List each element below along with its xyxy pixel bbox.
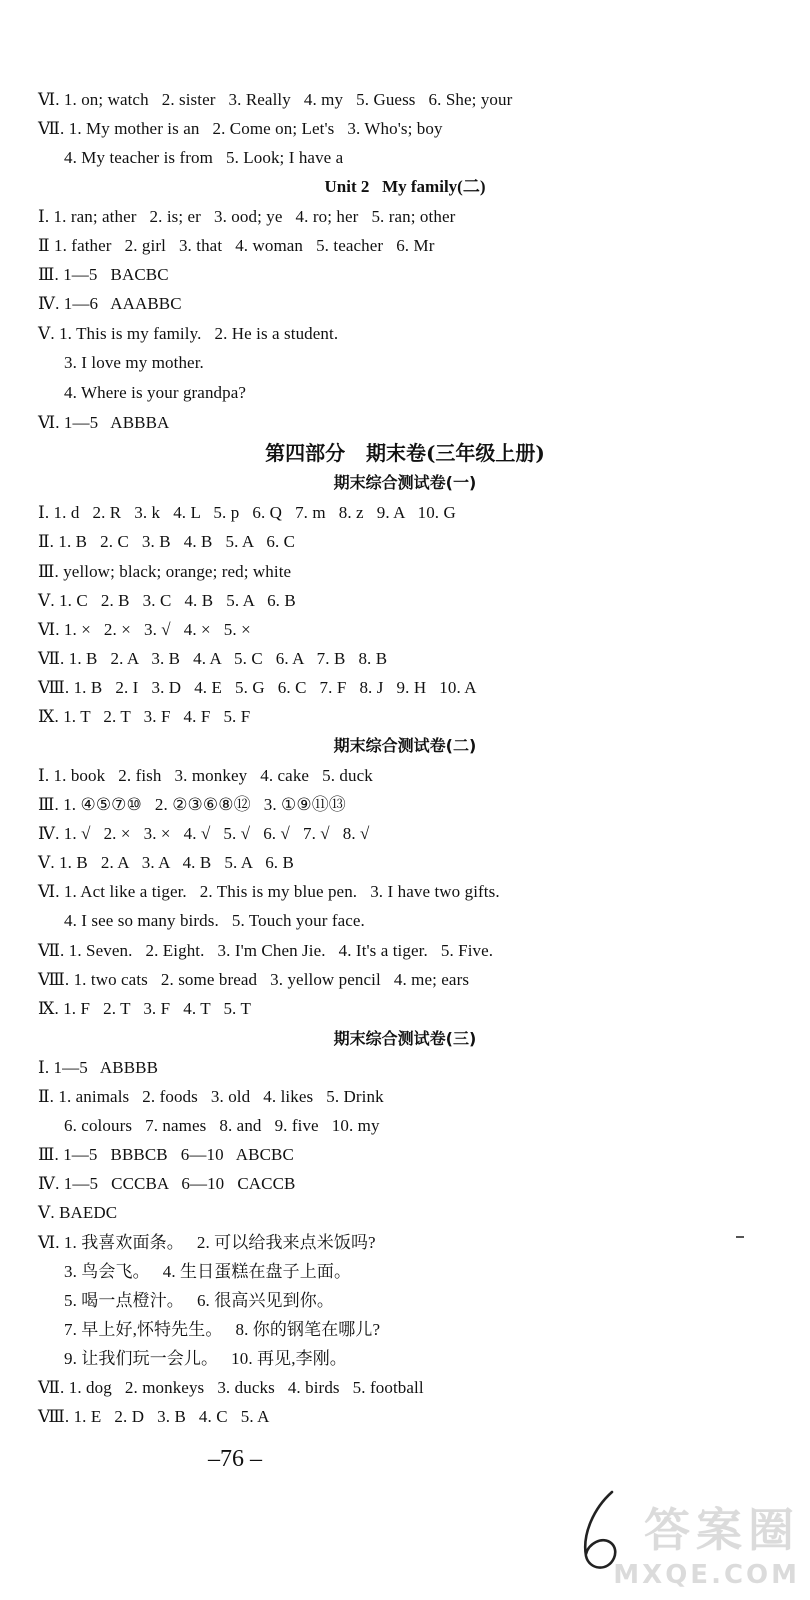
watermark-logo: 答案圈 xyxy=(644,1503,800,1557)
answer-line: 3. I love my mother. xyxy=(64,353,204,372)
answer-line: 4. My teacher is from 5. Look; I have a xyxy=(64,148,344,167)
answer-line: Ⅶ. 1. dog 2. monkeys 3. ducks 4. birds 5. football xyxy=(38,1378,424,1397)
watermark-url: MXQE.COM xyxy=(613,1560,800,1590)
answer-line: Ⅴ. 1. B 2. A 3. A 4. B 5. A 6. B xyxy=(38,853,294,872)
answer-line: Ⅵ. 1. × 2. × 3. √ 4. × 5. × xyxy=(38,620,251,639)
answer-line: 6. colours 7. names 8. and 9. five 10. my xyxy=(64,1116,380,1135)
answer-line: Ⅶ. 1. B 2. A 3. B 4. A 5. C 6. A 7. B 8. B xyxy=(38,649,388,668)
answer-line: Ⅰ. 1. book 2. fish 3. monkey 4. cake 5. duck xyxy=(38,766,373,785)
page-number: –76 – xyxy=(208,1446,262,1472)
answer-line: Ⅴ. 1. This is my family. 2. He is a student. xyxy=(38,324,339,343)
answer-line: Ⅷ. 1. two cats 2. some bread 3. yellow pencil 4. me; ears xyxy=(38,970,470,989)
answer-line: Ⅱ. 1. animals 2. foods 3. old 4. likes 5. Drink xyxy=(38,1087,384,1106)
answer-line: 7. 早上好,怀特先生。 8. 你的钢笔在哪儿? xyxy=(64,1320,381,1339)
answer-line: Ⅲ. 1. ④⑤⑦⑩ 2. ②③⑥⑧⑫ 3. ①⑨⑪⑬ xyxy=(38,795,346,814)
answer-line: Ⅱ. 1. B 2. C 3. B 4. B 5. A 6. C xyxy=(38,532,296,551)
answer-line: Ⅳ. 1—6 AAABBC xyxy=(38,294,182,313)
answer-line: 4. I see so many birds. 5. Touch your face. xyxy=(64,911,365,930)
answer-line: Ⅴ. BAEDC xyxy=(38,1203,118,1222)
answer-line: Ⅰ. 1. ran; ather 2. is; er 3. ood; ye 4. ro; her 5. ran; other xyxy=(38,207,456,226)
answer-line: Ⅵ. 1. 我喜欢面条。 2. 可以给我来点米饭吗? xyxy=(38,1233,376,1252)
answer-line: 4. Where is your grandpa? xyxy=(64,383,247,402)
answer-line: Ⅵ. 1—5 ABBBA xyxy=(38,413,170,432)
answer-line: Ⅲ. 1—5 BACBC xyxy=(38,265,169,284)
answer-line: Ⅸ. 1. T 2. T 3. F 4. F 5. F xyxy=(38,707,251,726)
answer-line: 3. 鸟会飞。 4. 生日蛋糕在盘子上面。 xyxy=(64,1262,352,1281)
unit-heading: Unit 2 My family(二) xyxy=(324,177,486,196)
answer-line: Ⅸ. 1. F 2. T 3. F 4. T 5. T xyxy=(38,999,251,1018)
answer-line: Ⅰ. 1. d 2. R 3. k 4. L 5. p 6. Q 7. m 8. z 9. A 10. G xyxy=(38,503,456,522)
part-heading: 第四部分 期末卷(三年级上册) xyxy=(265,441,545,465)
answer-line: Ⅲ. yellow; black; orange; red; white xyxy=(38,562,292,581)
answer-line: Ⅰ. 1—5 ABBBB xyxy=(38,1058,159,1077)
test-heading: 期末综合测试卷(三) xyxy=(333,1029,477,1048)
test-heading: 期末综合测试卷(二) xyxy=(333,736,477,755)
stray-mark xyxy=(736,1236,744,1238)
answer-line: Ⅷ. 1. E 2. D 3. B 4. C 5. A xyxy=(38,1407,270,1426)
test-heading: 期末综合测试卷(一) xyxy=(333,473,477,492)
answer-line: Ⅶ. 1. Seven. 2. Eight. 3. I'm Chen Jie. 4. It's a tiger. 5. Five. xyxy=(38,941,494,960)
answer-line: Ⅵ. 1. Act like a tiger. 2. This is my blue pen. 3. I have two gifts. xyxy=(38,882,500,901)
answer-line: Ⅷ. 1. B 2. I 3. D 4. E 5. G 6. C 7. F 8. J 9. H 10. A xyxy=(38,678,477,697)
answer-line: Ⅴ. 1. C 2. B 3. C 4. B 5. A 6. B xyxy=(38,591,296,610)
site-watermark xyxy=(420,1500,800,1595)
answer-line: Ⅳ. 1—5 CCCBA 6—10 CACCB xyxy=(38,1174,296,1193)
answer-line: 9. 让我们玩一会儿。 10. 再见,李刚。 xyxy=(64,1349,347,1368)
answer-line: Ⅱ 1. father 2. girl 3. that 4. woman 5. teacher 6. Mr xyxy=(38,236,435,255)
answer-line: Ⅶ. 1. My mother is an 2. Come on; Let's 3. Who's; boy xyxy=(38,119,443,138)
answer-line: Ⅵ. 1. on; watch 2. sister 3. Really 4. my 5. Guess 6. She; your xyxy=(38,90,513,109)
answer-line: Ⅲ. 1—5 BBBCB 6—10 ABCBC xyxy=(38,1145,294,1164)
answer-line: Ⅳ. 1. √ 2. × 3. × 4. √ 5. √ 6. √ 7. √ 8. √ xyxy=(38,824,370,843)
answer-line: 5. 喝一点橙汁。 6. 很高兴见到你。 xyxy=(64,1291,334,1310)
